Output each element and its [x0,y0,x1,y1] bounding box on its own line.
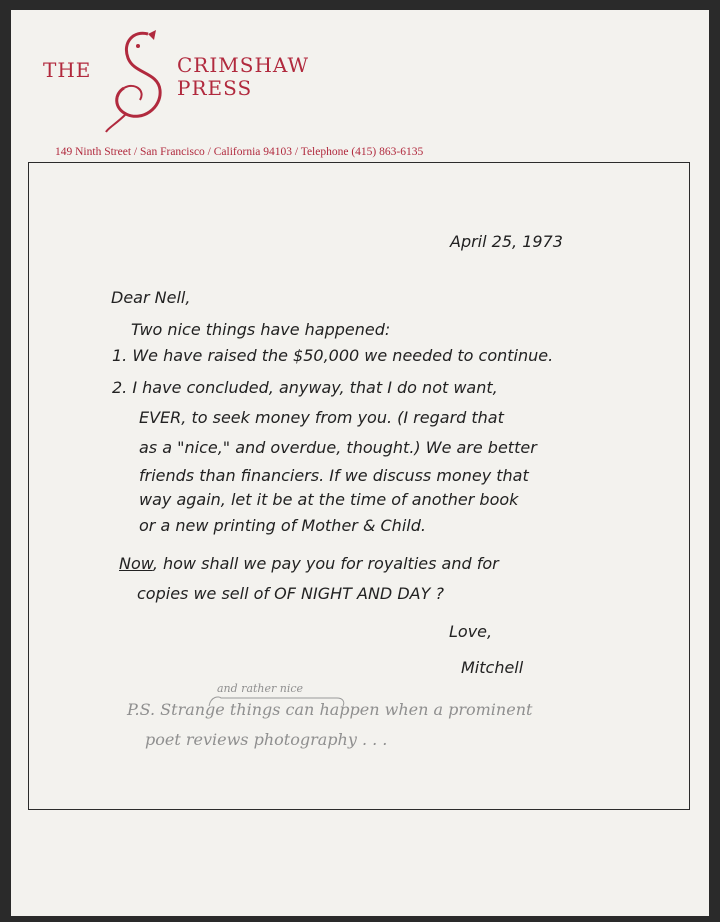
body-line: as a "nice," and overdue, thought.) We are better [139,438,537,457]
question-line [119,554,499,573]
body-line: 1. We have raised the $50,000 we needed to continue. [112,346,554,365]
intro-line: Two nice things have happened: [131,320,391,339]
salutation: Dear Nell, [111,288,191,307]
scrimshaw-fish-logo [104,28,178,134]
letterhead-address: 149 Ninth Street / San Francisco / California 94103 / Telephone (415) 863-6135 [55,146,424,158]
now-word: Now [119,554,153,573]
body-line: friends than financiers. If we discuss money that [139,466,529,485]
signature: Mitchell [461,658,524,677]
letterhead-press: PRESS [177,76,253,100]
closing: Love, [449,622,493,641]
ps-insertion: and rather nice [217,682,304,695]
question-rest: , how shall we pay you for royalties and for [152,554,499,573]
body-line: EVER, to seek money from you. (I regard that [139,408,504,427]
letterhead-name: CRIMSHAW [177,53,310,77]
letterhead-the: THE [43,58,92,82]
body-line: way again, let it be at the time of another book [139,490,519,509]
body-line: 2. I have concluded, anyway, that I do not want, [112,378,498,397]
letter-sheet [11,10,709,916]
ps-line-1: P.S. Strange things can happen when a prominent [127,700,533,719]
letter-date: April 25, 1973 [450,232,563,251]
question-line-2: copies we sell of OF NIGHT AND DAY ? [137,584,444,603]
ps-line-2: poet reviews photography . . . [145,730,388,749]
body-line: or a new printing of Mother & Child. [139,516,426,535]
